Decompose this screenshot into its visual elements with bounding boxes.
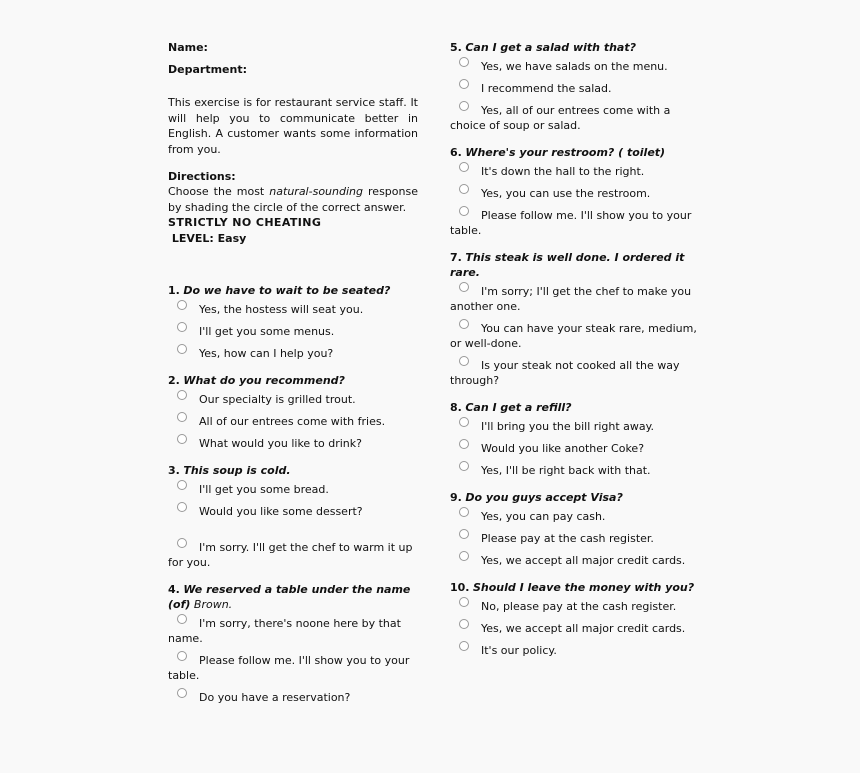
question-title — [450, 580, 700, 595]
question-number: 5. — [450, 41, 462, 54]
answer-option[interactable] — [168, 690, 418, 705]
answer-option[interactable] — [450, 358, 700, 388]
name-label: Name: — [168, 41, 208, 54]
radio-button[interactable] — [177, 538, 187, 548]
radio-button[interactable] — [459, 551, 469, 561]
option-label: I'm sorry. I'll get the chef to warm it up for you. — [168, 540, 413, 569]
radio-button[interactable] — [177, 390, 187, 400]
left-column — [168, 40, 418, 712]
question-number: 7. — [450, 251, 462, 264]
no-cheating-notice: STRICTLY NO CHEATING — [168, 216, 322, 229]
question-10 — [450, 580, 700, 658]
radio-button[interactable] — [459, 439, 469, 449]
question-text-extra: Brown. — [193, 597, 233, 611]
directions-text-emphasis: natural-sounding — [269, 185, 363, 198]
answer-option[interactable] — [450, 553, 700, 568]
answer-option[interactable] — [450, 164, 700, 179]
question-8 — [450, 400, 700, 478]
answer-option[interactable] — [168, 504, 418, 519]
question-3 — [168, 463, 418, 570]
option-label: Please pay at the cash register. — [481, 532, 654, 545]
radio-button[interactable] — [459, 507, 469, 517]
radio-button[interactable] — [177, 651, 187, 661]
option-label: I'm sorry, there's noone here by that name. — [168, 616, 401, 645]
radio-button[interactable] — [177, 480, 187, 490]
radio-button[interactable] — [177, 412, 187, 422]
question-5 — [450, 40, 700, 133]
question-number: 8. — [450, 401, 462, 414]
radio-button[interactable] — [459, 57, 469, 67]
radio-button[interactable] — [459, 417, 469, 427]
directions-text-before: Choose the most — [168, 185, 270, 198]
option-label: Is your steak not cooked all the way through? — [450, 359, 680, 387]
answer-option[interactable] — [450, 509, 700, 524]
answer-option[interactable] — [168, 324, 418, 339]
level-label — [168, 231, 418, 247]
radio-button[interactable] — [459, 184, 469, 194]
answer-option[interactable] — [168, 346, 418, 361]
directions-title: Directions: — [168, 170, 236, 183]
question-number: 9. — [450, 491, 462, 504]
radio-button[interactable] — [459, 356, 469, 366]
radio-button[interactable] — [459, 619, 469, 629]
option-label: All of our entrees come with fries. — [199, 414, 386, 428]
answer-option[interactable] — [450, 284, 700, 314]
radio-button[interactable] — [177, 614, 187, 624]
answer-option[interactable] — [168, 540, 418, 570]
option-label: Yes, we accept all major credit cards. — [481, 554, 686, 567]
radio-button[interactable] — [459, 162, 469, 172]
spacer — [168, 526, 418, 540]
radio-button[interactable] — [459, 319, 469, 329]
answer-option[interactable] — [168, 302, 418, 317]
radio-button[interactable] — [177, 434, 187, 444]
question-4 — [168, 582, 418, 705]
radio-button[interactable] — [177, 322, 187, 332]
option-label: What would you like to drink? — [199, 436, 362, 450]
answer-option[interactable] — [450, 81, 700, 96]
question-text: This steak is well done. I ordered it rare. — [450, 251, 685, 279]
question-title — [450, 250, 700, 280]
option-label: Yes, the hostess will seat you. — [199, 302, 364, 316]
option-label: Please follow me. I'll show you to your table. — [168, 653, 410, 682]
option-label: Would you like another Coke? — [481, 442, 645, 455]
radio-button[interactable] — [459, 461, 469, 471]
question-title — [168, 283, 418, 298]
option-label: Yes, how can I help you? — [199, 346, 334, 360]
option-label: I recommend the salad. — [481, 82, 612, 95]
intro-paragraph: This exercise is for restaurant service staff. It will help you to communicate better in English. A customer wants some information from you. — [168, 96, 418, 156]
level-text: LEVEL: Easy — [171, 231, 247, 245]
question-title — [450, 145, 700, 160]
option-label: Yes, we accept all major credit cards. — [481, 622, 686, 635]
answer-option[interactable] — [450, 59, 700, 74]
question-title — [450, 490, 700, 505]
answer-option[interactable] — [450, 531, 700, 546]
department-label: Department: — [168, 63, 247, 76]
question-number: 10. — [450, 581, 470, 594]
answer-option[interactable] — [450, 103, 700, 133]
answer-option[interactable] — [450, 621, 700, 636]
option-label: Yes, all of our entrees come with a choice of soup or salad. — [450, 104, 671, 132]
question-number: 4. — [168, 582, 180, 596]
answer-option[interactable] — [450, 419, 700, 434]
question-text: Can I get a refill? — [465, 401, 572, 414]
radio-button[interactable] — [459, 597, 469, 607]
answer-option[interactable] — [450, 463, 700, 478]
option-label: Yes, I'll be right back with that. — [481, 464, 651, 477]
answer-option[interactable] — [450, 321, 700, 351]
answer-option[interactable] — [168, 414, 418, 429]
question-text: Where's your restroom? ( toilet) — [465, 146, 666, 159]
answer-option[interactable] — [168, 616, 418, 646]
question-text: Do you guys accept Visa? — [465, 491, 623, 504]
option-label: Our specialty is grilled trout. — [199, 392, 356, 406]
answer-option[interactable] — [450, 643, 700, 658]
question-title — [168, 582, 418, 612]
option-label: Yes, you can pay cash. — [481, 510, 606, 523]
question-text: Do we have to wait to be seated? — [183, 283, 391, 297]
question-text: Should I leave the money with you? — [473, 581, 695, 594]
question-7 — [450, 250, 700, 388]
question-6 — [450, 145, 700, 238]
option-label: Please follow me. I'll show you to your table. — [450, 209, 692, 237]
answer-option[interactable] — [450, 599, 700, 614]
question-title — [168, 373, 418, 388]
radio-button[interactable] — [459, 206, 469, 216]
answer-option[interactable] — [450, 441, 700, 456]
question-text: Can I get a salad with that? — [465, 41, 636, 54]
radio-button[interactable] — [177, 344, 187, 354]
question-title — [450, 40, 700, 55]
right-column — [450, 40, 700, 665]
directions-text — [168, 184, 418, 215]
option-label: Would you like some dessert? — [199, 504, 363, 518]
radio-button[interactable] — [459, 101, 469, 111]
option-label: Do you have a reservation? — [199, 690, 351, 704]
question-title — [450, 400, 700, 415]
option-label: I'll get you some menus. — [199, 324, 335, 338]
radio-button[interactable] — [459, 79, 469, 89]
option-label: It's down the hall to the right. — [481, 165, 645, 178]
option-label: I'm sorry; I'll get the chef to make you another one. — [450, 285, 692, 313]
question-text: This soup is cold. — [183, 463, 291, 477]
option-label: No, please pay at the cash register. — [481, 600, 677, 613]
question-2 — [168, 373, 418, 451]
answer-option[interactable] — [168, 653, 418, 683]
option-label: Yes, we have salads on the menu. — [481, 60, 668, 73]
answer-option[interactable] — [450, 208, 700, 238]
option-label: Yes, you can use the restroom. — [481, 187, 651, 200]
radio-button[interactable] — [459, 641, 469, 651]
answer-option[interactable] — [168, 482, 418, 497]
answer-option[interactable] — [450, 186, 700, 201]
question-text: We reserved a table under the name (of) — [168, 582, 411, 611]
question-1 — [168, 283, 418, 361]
option-label: I'll bring you the bill right away. — [481, 420, 655, 433]
question-text: What do you recommend? — [183, 373, 345, 387]
question-9 — [450, 490, 700, 568]
option-label: You can have your steak rare, medium, or well-done. — [450, 322, 697, 350]
option-label: I'll get you some bread. — [199, 482, 329, 496]
answer-option[interactable] — [168, 436, 418, 451]
question-number: 2. — [168, 373, 180, 387]
question-number: 1. — [168, 283, 180, 297]
directions-text-after: response by shading the circle of the correct answer. — [168, 185, 418, 214]
question-number: 3. — [168, 463, 180, 477]
radio-button[interactable] — [459, 529, 469, 539]
radio-button[interactable] — [459, 282, 469, 292]
option-label: It's our policy. — [481, 644, 557, 657]
radio-button[interactable] — [177, 300, 187, 310]
radio-button[interactable] — [177, 688, 187, 698]
radio-button[interactable] — [177, 502, 187, 512]
question-number: 6. — [450, 146, 462, 159]
answer-option[interactable] — [168, 392, 418, 407]
question-title — [168, 463, 418, 478]
